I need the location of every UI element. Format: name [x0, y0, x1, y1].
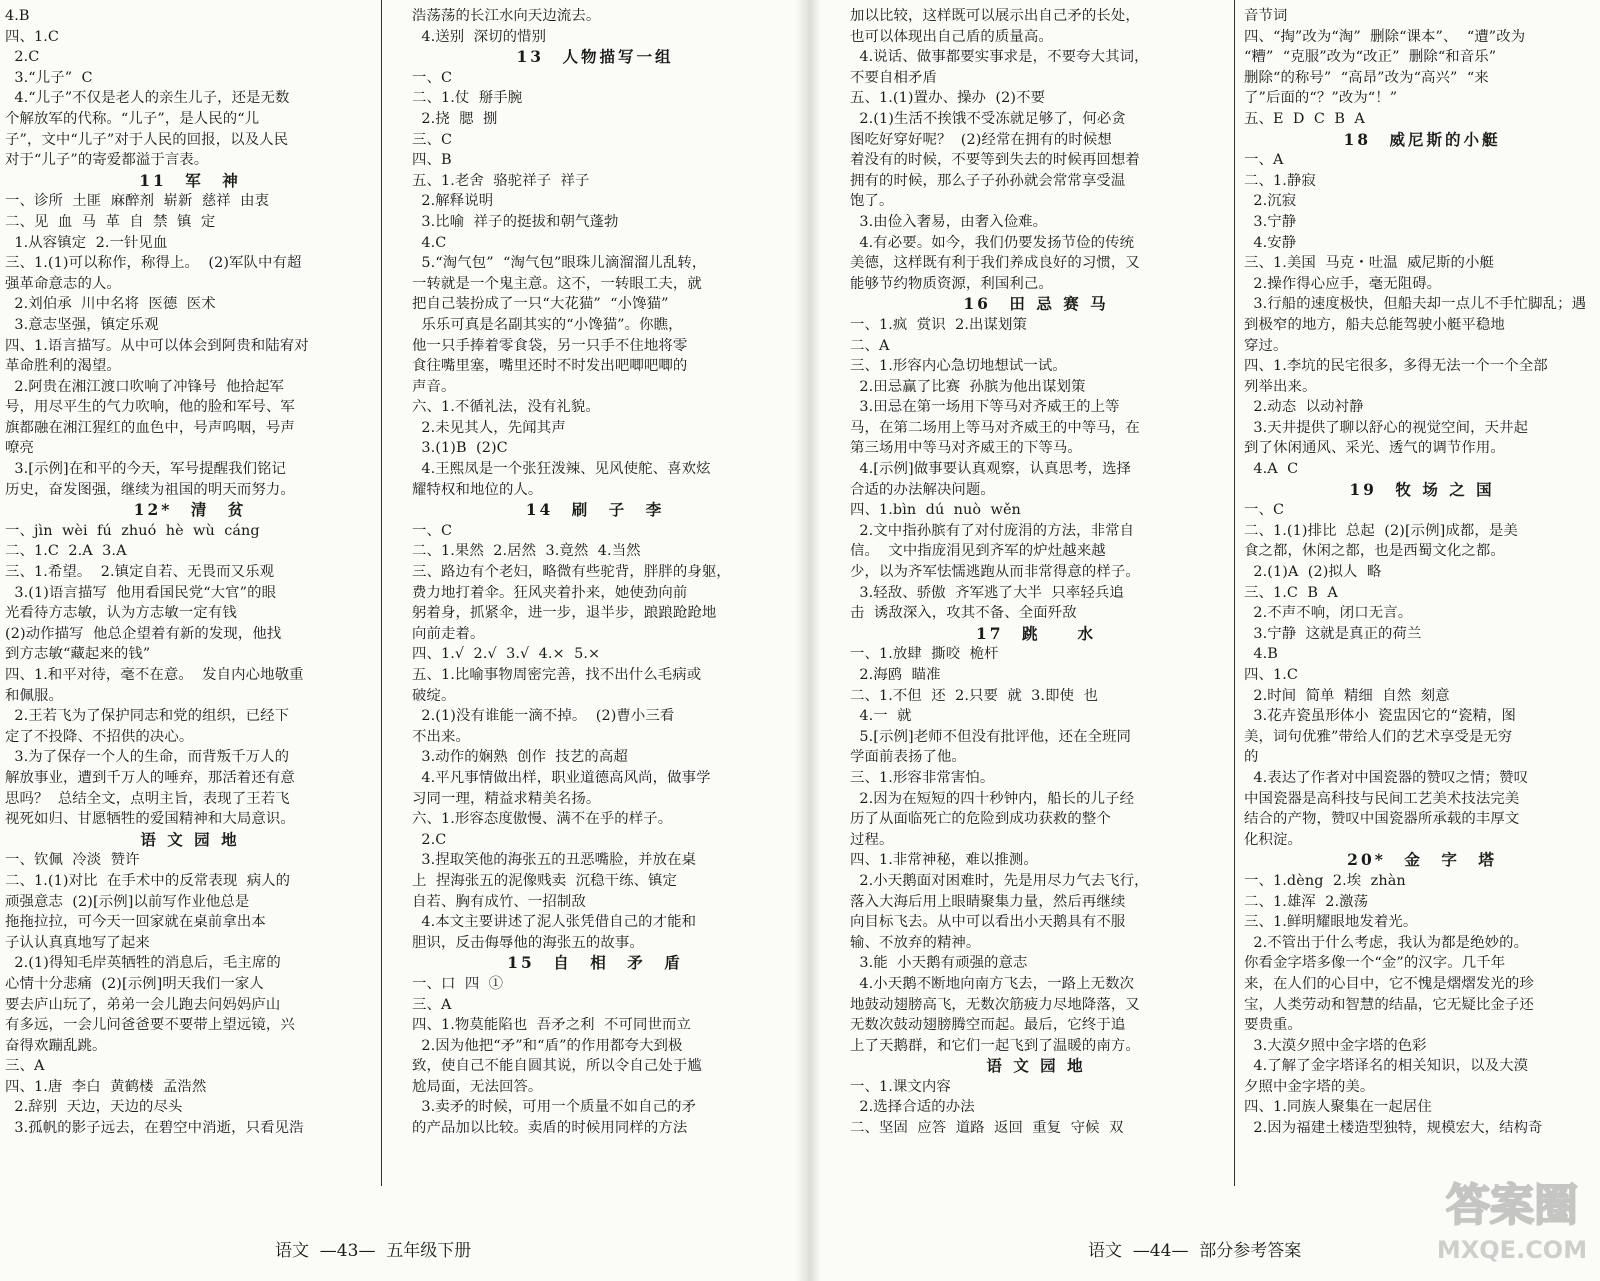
- answer-line: 二、1.C 2.A 3.A: [5, 543, 127, 560]
- answer-line: 四、1.物莫能陷也 吾矛之利 不可同世而立: [412, 1017, 691, 1034]
- answer-line: 3.天井提供了聊以舒心的视觉空间，天井起: [1244, 419, 1529, 436]
- answer-line: 有多远，一会儿问爸爸要不要带上望远镜，兴: [5, 1017, 295, 1034]
- answer-line: 习同一理，精益求精美名扬。: [412, 790, 601, 807]
- answer-line: 到极窄的地方，船夫总能驾驶小艇平稳地: [1244, 316, 1505, 333]
- answer-line: 二、1.静寂: [1244, 172, 1316, 189]
- answer-line: 五、E D C B A: [1244, 110, 1365, 127]
- answer-line: 2.因为在短短的四十秒钟内，船长的儿子经: [850, 790, 1135, 807]
- answer-line: 胆识，反击侮辱他的海张五的故事。: [412, 934, 644, 951]
- answer-line: 子”，文中“儿子”对于人民的回报，以及人民: [5, 131, 289, 148]
- answer-line: 4.安静: [1244, 234, 1297, 251]
- answer-line: 2.(1)没有谁能一滴不掉。 (2)曹小三看: [412, 708, 675, 725]
- answer-line: 旗都融在湘江猩红的血色中，号声呜咽，号声: [5, 419, 295, 436]
- answer-line: 来，在人们的心目中，它不愧是熠熠发光的珍: [1244, 975, 1534, 992]
- answer-line: 2.动态 以动衬静: [1244, 399, 1364, 416]
- watermark-url: MXQE.COM: [1436, 1236, 1588, 1264]
- answer-line: 删除“的称号” “高昂”改为“高兴” “来: [1244, 69, 1489, 86]
- answer-line: 3.由俭入奢易，由奢入俭难。: [850, 213, 1048, 230]
- answer-line: 2.挠 腮 捌: [412, 110, 498, 127]
- answer-line: 子认认真真地写了起来: [5, 934, 150, 951]
- column-divider-left: [381, 0, 382, 1186]
- answer-line: 食之都，休闲之都，也是西蜀文化之都。: [1244, 543, 1505, 560]
- answer-line: 3.动作的娴熟 创作 技艺的高超: [412, 749, 628, 766]
- answer-line: 一、A: [1244, 152, 1284, 169]
- answer-line: 四、“掏”改为“淘” 删除“课本”、 “遭”改为: [1244, 28, 1526, 45]
- answer-line: 2.(1)生活不挨饿不受冻就足够了，何必贪: [850, 110, 1126, 127]
- answer-line: 三、C: [412, 131, 453, 148]
- answer-line: 4.C: [412, 234, 447, 251]
- answer-line: 2.辞别 天边，天边的尽头: [5, 1099, 183, 1116]
- answer-line: 解放事业，遭到千万人的唾弃，那活着还有意: [5, 769, 295, 786]
- answer-line: 4.说话、做事都要实事求是，不要夸大其词，: [850, 49, 1149, 66]
- answer-line: 他一只手捧着零食袋，另一只手不住地将零: [412, 337, 688, 354]
- answer-line: 2.田忌赢了比赛 孙膑为他出谋划策: [850, 378, 1086, 395]
- answer-line: 把自己装扮成了一只“大花猫” “小馋猫”: [412, 296, 669, 313]
- answer-line: 2.刘伯承 川中名将 医德 医术: [5, 296, 216, 313]
- answer-line: 二、见 血 马 革 自 禁 镇 定: [5, 213, 216, 230]
- answer-line: 二、坚固 应答 道路 返回 重复 守候 双: [850, 1120, 1124, 1137]
- answer-line: 四、1.C: [1244, 667, 1299, 683]
- answer-line: 声音。: [412, 378, 456, 395]
- answer-line: 穿过。: [1244, 337, 1288, 354]
- answer-line: 四、1.和平对待，毫不在意。 发自内心地敬重: [5, 667, 304, 683]
- answer-line: 到方志敏“藏起来的钱”: [5, 646, 151, 663]
- answer-line: 不要自相矛盾: [850, 69, 937, 86]
- answer-line: 的: [1244, 749, 1259, 766]
- answer-line: 一、C: [412, 522, 453, 539]
- answer-line: 一、1.疯 赏识 2.出谋划策: [850, 316, 1027, 333]
- answer-line: 少，以为齐军怯懦逃跑从而非常得意的样子。: [850, 564, 1140, 581]
- answer-line: 耀特权和地位的人。: [412, 481, 543, 498]
- answer-line: 思吗？ 总结全文，点明主旨，表现了王若飞: [5, 790, 290, 807]
- answer-line: 不出来。: [412, 728, 470, 745]
- answer-line: 4.了解了金字塔译名的相关知识，以及大漠: [1244, 1058, 1529, 1075]
- answer-line: 4.小天鹅不断地向南方飞去，一路上无数次: [850, 975, 1135, 992]
- answer-line: 一、1.dèng 2.埃 zhàn: [1244, 872, 1406, 889]
- answer-column-4: [1244, 6, 1600, 1186]
- section-title: 13 人物描写一组: [516, 47, 674, 67]
- answer-line: 列举出来。: [1244, 378, 1317, 395]
- answer-line: 2.沉寂: [1244, 193, 1297, 210]
- answer-line: 嘹亮: [5, 440, 34, 457]
- answer-line: 一、口 四 ①: [412, 975, 504, 992]
- answer-line: 4.王熙凤是一个张狂泼辣、见风使舵、喜欢炫: [412, 461, 711, 478]
- answer-line: 破绽。: [412, 687, 456, 704]
- answer-column-2: [412, 6, 778, 1186]
- footer-left-page-number: 语文 —43— 五年级下册: [275, 1241, 472, 1261]
- answer-line: 了”后面的“？”改为“！”: [1244, 90, 1398, 107]
- answer-line: 六、1.不循礼法，没有礼貌。: [412, 399, 600, 416]
- answer-line: 三、1.希望。 2.镇定自若、无畏而又乐观: [5, 564, 275, 581]
- answer-line: 2.未见其人，先闻其声: [412, 419, 566, 436]
- answer-line: 一、诊所 土匪 麻醉剂 崭新 慈祥 由衷: [5, 193, 270, 210]
- answer-line: 拥有的时候，那么子子孙孙就会常常享受温: [850, 172, 1126, 189]
- answer-line: 着没有的时候，不要等到失去的时候再回想着: [850, 152, 1140, 169]
- answer-line: 2.小天鹅面对困难时，先是用尽力气去飞行，: [850, 872, 1149, 889]
- answer-line: 5.[示例]老师不但没有批评他，还在全班同: [850, 728, 1132, 745]
- answer-line: 拖拖拉拉，可今天一回家就在桌前拿出本: [5, 914, 266, 931]
- answer-line: 三、1.鲜明耀眼地发着光。: [1244, 914, 1418, 931]
- answer-line: 和佩服。: [5, 687, 63, 704]
- answer-line: 4.A C: [1244, 461, 1299, 478]
- answer-line: 4.平凡事情做出样，职业道德高风尚，做事学: [412, 769, 711, 786]
- answer-line: 4.B: [5, 8, 30, 24]
- section-title: 14 刷 子 李: [525, 500, 665, 520]
- answer-line: 击 诱敌深入，攻其不备、全面歼敌: [850, 605, 1077, 622]
- answer-line: 落入大海后用上眼睛聚集力量，然后再继续: [850, 893, 1126, 910]
- answer-line: 第三场用中等马对齐威王的下等马。: [850, 440, 1082, 457]
- answer-line: 六、1.形容态度傲慢、满不在乎的样子。: [412, 811, 673, 828]
- answer-line: 加以比较，这样既可以展示出自己矛的长处，: [850, 8, 1140, 24]
- answer-line: 2.因为福建土楼造型独特，规模宏大，结构奇: [1244, 1120, 1543, 1137]
- answer-line: 3.“儿子” C: [5, 69, 93, 86]
- answer-line: 三、路边有个老妇，略微有些驼背，胖胖的身躯，: [412, 564, 731, 581]
- answer-line: 3.[示例]在和平的今天，军号提醒我们铭记: [5, 461, 287, 478]
- answer-line: 3.大漠夕照中金字塔的色彩: [1244, 1037, 1427, 1054]
- answer-line: 4.一 就: [850, 708, 912, 725]
- answer-line: 2.(1)A (2)拟人 略: [1244, 564, 1382, 581]
- answer-line: 4.本文主要讲述了泥人张凭借自己的才能和: [412, 914, 697, 931]
- answer-line: 四、1.唐 李白 黄鹤楼 孟浩然: [5, 1078, 207, 1095]
- answer-line: 3.宁静: [1244, 213, 1297, 230]
- answer-line: 到了休闲通风、采光、透气的调节作用。: [1244, 440, 1505, 457]
- answer-line: 三、1.美国 马克・吐温 威尼斯的小艇: [1244, 255, 1494, 272]
- answer-line: 2.不声不响，闭口无言。: [1244, 605, 1413, 622]
- answer-line: 无数次鼓动翅膀腾空而起。最后，它终于追: [850, 1017, 1126, 1034]
- answer-line: 一、钦佩 冷淡 赞许: [5, 852, 140, 869]
- answer-line: 夕照中金字塔的美。: [1244, 1078, 1375, 1095]
- answer-line: 光看待方志敏，认为方志敏一定有钱: [5, 605, 237, 622]
- answer-line: 宝，人类劳动和智慧的结晶，它无疑比金子还: [1244, 996, 1534, 1013]
- answer-line: 3.比喻 祥子的挺拔和朝气蓬勃: [412, 213, 619, 230]
- answer-line: 化积淀。: [1244, 831, 1302, 848]
- answer-line: 3.宁静 这就是真正的荷兰: [1244, 625, 1422, 642]
- answer-line: 2.C: [412, 831, 447, 848]
- answer-line: 三、1.形容内心急切地想试一试。: [850, 358, 1067, 375]
- answer-line: 一、C: [1244, 502, 1285, 519]
- answer-line: 3.田忌在第一场用下等马对齐威王的上等: [850, 399, 1120, 416]
- answer-line: 顽强意志 (2)[示例]以前写作业他总是: [5, 893, 250, 910]
- answer-line: 3.轻敌、骄傲 齐军逃了大半 只率轻兵追: [850, 584, 1124, 601]
- answer-line: 4.[示例]做事要认真观察，认真思考，选择: [850, 461, 1132, 478]
- watermark-logo: [1432, 1168, 1592, 1272]
- answer-line: 过程。: [850, 831, 894, 848]
- answer-line: 二、1.(1)对比 在手术中的反常表现 病人的: [5, 872, 291, 889]
- answer-line: 奋得欢蹦乱跳。: [5, 1037, 107, 1054]
- answer-line: 三、A: [5, 1058, 45, 1075]
- answer-line: 2.解释说明: [412, 193, 494, 210]
- answer-line: 学面前表扬了他。: [850, 749, 966, 766]
- answer-line: 定了不投降、不招供的决心。: [5, 728, 194, 745]
- watermark-title: 答案圈: [1446, 1180, 1578, 1231]
- answer-line: 3.(1)B (2)C: [412, 440, 508, 457]
- answer-line: 五、1.比喻事物周密完善，找不出什么毛病或: [412, 667, 702, 683]
- page-gutter: [795, 0, 821, 1281]
- answer-line: 3.捏取笑他的海张五的丑恶嘴脸，并放在桌: [412, 852, 697, 869]
- answer-line: 三、1.(1)可以称作，称得上。 (2)军队中有超: [5, 255, 302, 272]
- answer-line: 4.B: [1244, 646, 1278, 663]
- answer-line: 向前走着。: [412, 625, 485, 642]
- answer-line: 也可以体现出自己盾的质量高。: [850, 28, 1053, 45]
- answer-line: 饱了。: [850, 193, 894, 210]
- answer-line: 三、A: [412, 996, 452, 1013]
- answer-line: 四、1.非常神秘，难以推测。: [850, 852, 1038, 869]
- answer-line: 二、1.果然 2.居然 3.竟然 4.当然: [412, 543, 641, 560]
- section-title: 语 文 园 地: [986, 1056, 1086, 1076]
- section-title: 20* 金 字 塔: [1347, 850, 1497, 870]
- answer-line: 3.孤帆的影子远去，在碧空中消逝，只看见浩: [5, 1120, 304, 1137]
- answer-line: 合适的办法解决问题。: [850, 481, 995, 498]
- answer-line: 信。 文中指庞涓见到齐军的炉灶越来越: [850, 543, 1106, 560]
- answer-line: 2.操作得心应手，毫无阻碍。: [1244, 275, 1442, 292]
- answer-line: 要贵重。: [1244, 1017, 1302, 1034]
- answer-line: 中国瓷器是高科技与民间工艺美术技法完美: [1244, 790, 1520, 807]
- answer-line: 图吃好穿好呢？ (2)经常在拥有的时候想: [850, 131, 1112, 148]
- answer-line: 2.(1)得知毛岸英牺牲的消息后，毛主席的: [5, 955, 281, 972]
- answer-line: 历史，奋发图强，继续为祖国的明天而努力。: [5, 481, 295, 498]
- answer-line: 二、1.仗 掰手腕: [412, 90, 523, 107]
- answer-line: 视死如归、甘愿牺牲的爱国精神和大局意识。: [5, 811, 295, 828]
- answer-line: 一、1.课文内容: [850, 1078, 951, 1095]
- answer-line: 食往嘴里塞，嘴里还时不时发出吧唧吧唧的: [412, 358, 688, 375]
- answer-line: 上 捏海张五的泥像贱卖 沉稳干练、镇定: [412, 872, 678, 889]
- answer-line: 1.从容镇定 2.一针见血: [5, 234, 168, 251]
- answer-line: 四、1.李坑的民宅很多，多得无法一个一个全部: [1244, 358, 1548, 375]
- answer-line: 四、1.语言描写。从中可以体会到阿贵和陆宥对: [5, 337, 309, 354]
- section-title: 15 自 相 矛 盾: [507, 953, 683, 973]
- section-title: 12* 清 贫: [133, 500, 247, 520]
- answer-line: 3.能 小天鹅有顽强的意志: [850, 955, 1028, 972]
- answer-line: 一、jìn wèi fú zhuó hè wù cáng: [5, 522, 260, 539]
- answer-column-3: [850, 6, 1222, 1186]
- answer-line: (2)动作描写 他总企望着有新的发现，他找: [5, 625, 282, 642]
- section-title: 19 牧 场 之 国: [1349, 479, 1495, 499]
- answer-line: 地鼓动翅膀高飞，无数次筋疲力尽地降落，又: [850, 996, 1140, 1013]
- answer-line: 费力地打着伞。狂风夹着扑来，她使劲向前: [412, 584, 688, 601]
- answer-line: 五、1.(1)置办、操办 (2)不要: [850, 90, 1046, 107]
- answer-line: 音节词: [1244, 8, 1288, 24]
- answer-line: 2.王若飞为了保护同志和党的组织，已经下: [5, 708, 290, 725]
- answer-column-1: [5, 6, 375, 1186]
- answer-line: 你看金字塔多像一个“金”的汉字。几千年: [1244, 955, 1506, 972]
- answer-line: 2.时间 简单 精细 自然 刻意: [1244, 687, 1450, 704]
- answer-line: 二、1.雄浑 2.激荡: [1244, 893, 1369, 910]
- answer-line: 四、1.C: [5, 28, 60, 45]
- answer-line: 3.行船的速度极快，但船夫却一点儿不手忙脚乱；遇: [1244, 296, 1587, 313]
- answer-line: 的产品加以比较。卖盾的时候用同样的方法: [412, 1120, 688, 1137]
- answer-line: 3.花卉瓷虽形体小 瓷盅因它的“瓷精，图: [1244, 708, 1516, 725]
- answer-line: 输、不放弃的精神。: [850, 934, 981, 951]
- section-title: 16 田 忌 赛 马: [963, 294, 1109, 314]
- answer-line: 3.意志坚强，镇定乐观: [5, 316, 159, 333]
- answer-line: 能够节约物质资源，利国利己。: [850, 275, 1053, 292]
- answer-line: 上了天鹅群，和它们一起飞到了温暖的南方。: [850, 1037, 1140, 1054]
- answer-line: 四、B: [412, 152, 452, 169]
- answer-line: 一、C: [412, 69, 453, 86]
- section-title: 语 文 园 地: [140, 829, 240, 849]
- answer-line: 2.因为他把“矛”和“盾”的作用都夸大到极: [412, 1037, 683, 1054]
- answer-line: 2.阿贵在湘江渡口吹响了冲锋号 他拾起军: [5, 378, 284, 395]
- answer-line: 4.表达了作者对中国瓷器的赞叹之情；赞叹: [1244, 769, 1529, 786]
- answer-line: 躬着身，抓紧伞，进一步，退半步，踉踉跄跄地: [412, 605, 717, 622]
- answer-line: 三、1.C B A: [1244, 584, 1338, 601]
- answer-line: 2.C: [5, 49, 40, 66]
- answer-line: 三、1.形容非常害怕。: [850, 769, 995, 786]
- answer-line: 二、1.(1)排比 总起 (2)[示例]成都，是美: [1244, 522, 1518, 539]
- answer-line: 历了从面临死亡的危险到成功获救的整个: [850, 811, 1111, 828]
- answer-line: 二、1.不但 还 2.只要 就 3.即使 也: [850, 687, 1098, 704]
- answer-line: 四、1.同族人聚集在一起居住: [1244, 1099, 1432, 1116]
- answer-line: 2.海鸥 瞄准: [850, 667, 941, 683]
- answer-line: 革命胜利的渴望。: [5, 358, 121, 375]
- answer-line: 四、1.√ 2.√ 3.√ 4.× 5.×: [412, 646, 601, 663]
- column-divider-right: [1234, 0, 1235, 1186]
- answer-line: 一、1.放肆 撕咬 桅杆: [850, 646, 999, 663]
- section-title: 18 威尼斯的小艇: [1343, 129, 1501, 149]
- answer-line: 5.“淘气包” “淘气包”眼珠儿滴溜溜儿乱转，: [412, 255, 707, 272]
- answer-line: 4.送别 深切的惜别: [412, 28, 547, 45]
- answer-line: 结合的产物，赞叹中国瓷器所承载的丰厚文: [1244, 811, 1520, 828]
- answer-line: 马，在第二场用上等马对齐威王的中等马，在: [850, 419, 1140, 436]
- answer-line: 一转就是一个鬼主意。这不，一转眼工夫，就: [412, 275, 702, 292]
- answer-line: 心情十分悲痛 (2)[示例]明天我们一家人: [5, 975, 264, 992]
- answer-line: 美德，这样既有利于我们养成良好的习惯，又: [850, 255, 1140, 272]
- answer-line: 二、A: [850, 337, 890, 354]
- answer-line: 个解放军的代称。“儿子”，是人民的“儿: [5, 110, 260, 127]
- section-title: 17 跳 水: [975, 623, 1097, 643]
- answer-line: 浩荡荡的长江水向天边流去。: [412, 8, 601, 24]
- answer-line: 4.有必要。如今，我们仍要发扬节俭的传统: [850, 234, 1135, 251]
- answer-line: 要去庐山玩了，弟弟一会儿跑去问妈妈庐山: [5, 996, 281, 1013]
- answer-line: 4.“儿子”不仅是老人的亲生儿子，还是无数: [5, 90, 290, 107]
- answer-line: 尬局面，无法回答。: [412, 1078, 543, 1095]
- answer-line: 美，词句优雅”带给人们的艺术享受是无穷: [1244, 728, 1513, 745]
- answer-line: 2.不管出于什么考虑，我认为都是绝妙的。: [1244, 934, 1529, 951]
- footer-right-page-number: 语文 —44— 部分参考答案: [1088, 1241, 1302, 1261]
- answer-line: 号，用尽平生的气力吹响，他的脸和军号、军: [5, 399, 295, 416]
- answer-line: 对于“儿子”的寄爱都溢于言表。: [5, 152, 209, 169]
- answer-line: 致，使自己不能自圆其说，所以令自己处于尴: [412, 1058, 702, 1075]
- answer-line: 3.为了保存一个人的生命，而背叛千万人的: [5, 749, 290, 766]
- answer-line: 向目标飞去。从中可以看出小天鹅具有不服: [850, 914, 1126, 931]
- answer-line: 3.卖矛的时候，可用一个质量不如自己的矛: [412, 1099, 697, 1116]
- answer-line: 2.选择合适的办法: [850, 1099, 975, 1116]
- answer-line: 乐乐可真是名副其实的“小馋猫”。你瞧，: [412, 316, 683, 333]
- answer-line: 3.(1)语言描写 他用看国民党“大官”的眼: [5, 584, 277, 601]
- answer-line: 五、1.老舍 骆驼祥子 祥子: [412, 172, 590, 189]
- answer-line: 自若、胸有成竹、一招制敌: [412, 893, 586, 910]
- answer-line: 强革命意志的人。: [5, 275, 121, 292]
- answer-line: 四、1.bìn dú nuò wěn: [850, 502, 1021, 519]
- answer-line: “糟” “克服”改为“改正” 删除“和音乐”: [1244, 49, 1497, 66]
- section-title: 11 军 神: [139, 170, 241, 190]
- answer-line: 2.文中指孙膑有了对付庞涓的方法，非常自: [850, 522, 1135, 539]
